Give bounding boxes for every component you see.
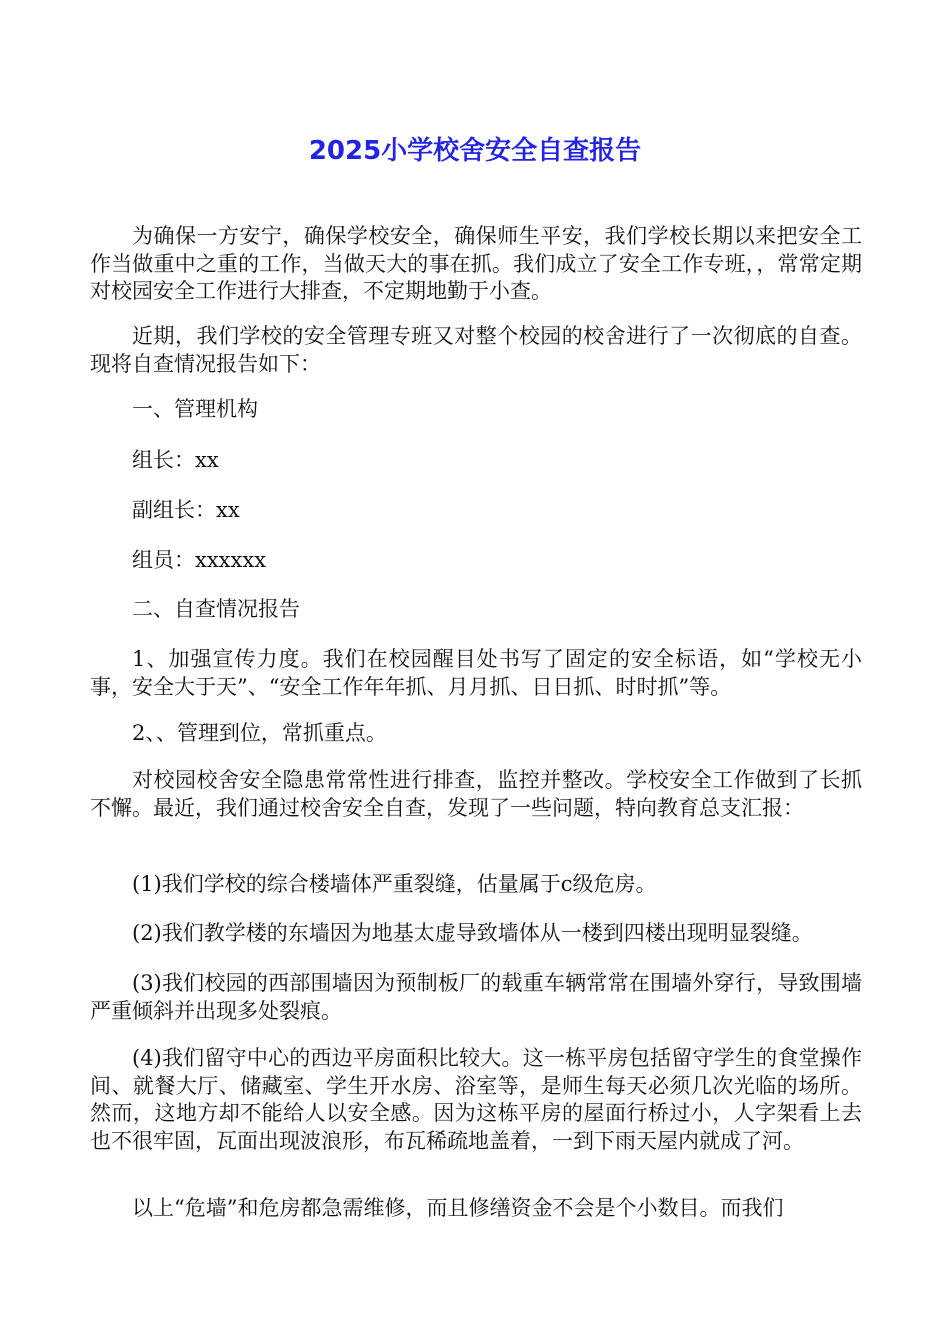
paragraph-block [90,547,862,575]
paragraph-block [90,767,862,822]
paragraph: 以上“危墙”和危房都急需维修，而且修缮资金不会是个小数目。而我们 [132,1196,784,1220]
section-heading: 一、管理机构 [132,397,258,421]
paragraph-block [90,1195,862,1223]
paragraph: 对校园校舍安全隐患常常性进行排查，监控并整改。学校安全工作做到了长抓不懈。最近，我们通过校舍安全自查，发现了一些问题，特向教育总支汇报： [90,768,862,820]
paragraph: (4)我们留守中心的西边平房面积比较大。这一栋平房包括留守学生的食堂操作间、就餐大厅、储藏室、学生开水房、浴室等，是师生每天必须几次光临的场所。然而，这地方却不能给人以安全感。因为这栋平房的屋面行桥过小，人字架看上去也不很牢固，瓦面出现波浪形，布瓦稀疏地盖着，一到下雨天屋内就成了河。 [90,1046,862,1153]
paragraph-block [90,646,862,701]
paragraph: 组员：xxxxxx [132,548,267,572]
paragraph-block [90,1045,862,1155]
paragraph-block [90,720,862,748]
paragraph: 近期，我们学校的安全管理专班又对整个校园的校舍进行了一次彻底的自查。现将自查情况报告如下： [90,324,862,376]
paragraph-block [90,497,862,525]
paragraph: (1)我们学校的综合楼墙体严重裂缝，估量属于c级危房。 [132,872,657,896]
paragraph-block [90,323,862,378]
paragraph: (2)我们教学楼的东墙因为地基太虚导致墙体从一楼到四楼出现明显裂缝。 [132,921,813,945]
paragraph-block [90,223,862,306]
paragraph-block [90,871,862,899]
paragraph: (3)我们校园的西部围墙因为预制板厂的载重车辆常常在围墙外穿行，导致围墙严重倾斜并出现多处裂痕。 [90,971,862,1023]
paragraph-block [90,396,862,424]
paragraph: 副组长：xx [132,498,240,522]
section-heading: 二、自查情况报告 [132,597,300,621]
paragraph-block [90,447,862,475]
paragraph-block [90,970,862,1025]
paragraph-block [90,920,862,948]
document-title: 2025小学校舍安全自查报告 [308,136,642,166]
paragraph: 1、加强宣传力度。我们在校园醒目处书写了固定的安全标语，如“学校无小事，安全大于天”、“安全工作年年抓、月月抓、日日抓、时时抓”等。 [90,647,862,699]
paragraph: 2、、管理到位，常抓重点。 [132,721,387,745]
paragraph-block [90,596,862,624]
paragraph: 组长：xx [132,448,219,472]
paragraph: 为确保一方安宁，确保学校安全，确保师生平安，我们学校长期以来把安全工作当做重中之重的工作，当做天大的事在抓。我们成立了安全工作专班，，常常定期对校园安全工作进行大排查，不定期地勤于小查。 [90,224,862,303]
